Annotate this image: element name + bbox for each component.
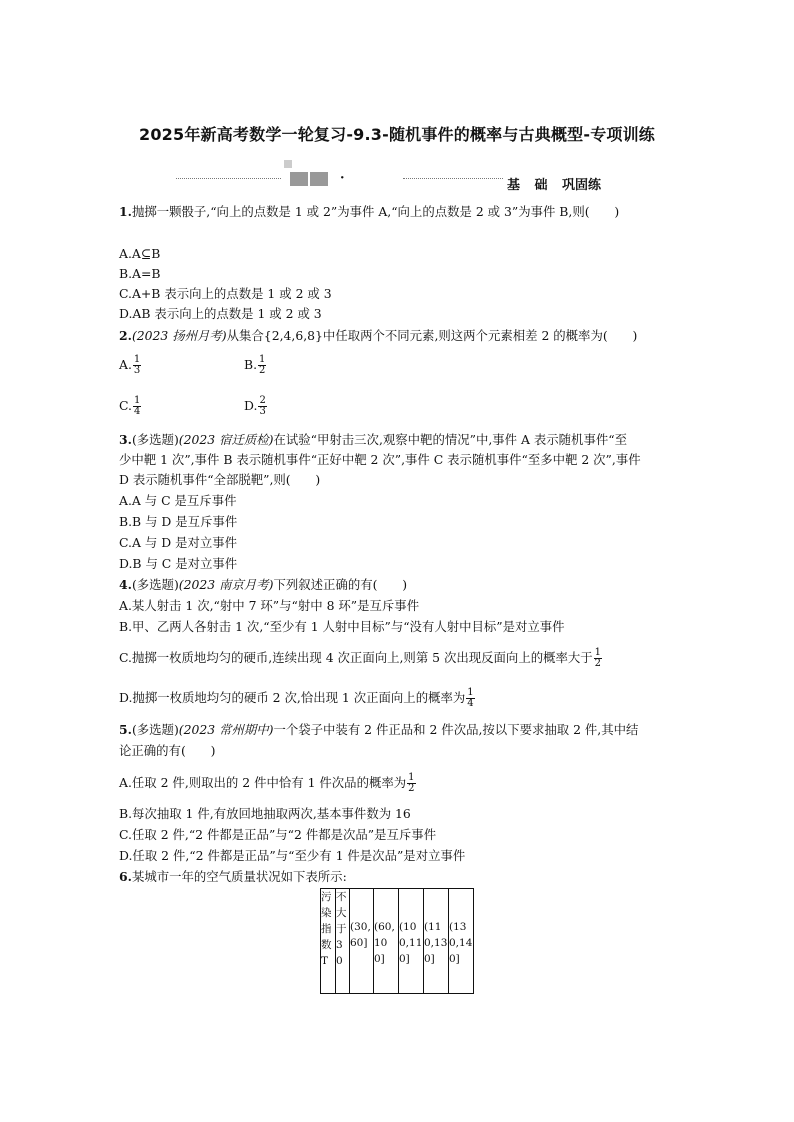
fraction-numerator: 1 [133, 395, 141, 406]
question-tag: (多选题) [131, 722, 179, 737]
banner-block-2 [310, 172, 328, 186]
fraction-numerator: 1 [133, 354, 141, 365]
option-text: C.抛掷一枚质地均匀的硬币,连续出现 4 次正面向上,则第 5 次出现反面向上的概率大于 [119, 650, 593, 665]
banner-block-1 [290, 172, 308, 186]
q1-option-b: B.A=B [119, 266, 161, 281]
question-stem: 下列叙述正确的有( ) [273, 577, 408, 592]
q2-option-c [119, 396, 142, 417]
question-source: (2023 南京月考) [178, 577, 274, 592]
option-text: D.抛掷一枚质地均匀的硬币 2 次,恰出现 1 次正面向上的概率为 [119, 690, 466, 705]
question-3 [119, 432, 627, 447]
q5-option-b: B.每次抽取 1 件,有放回地抽取两次,基本事件数为 16 [119, 806, 411, 821]
cell-text: (30,60] [350, 921, 371, 949]
fraction-denominator: 3 [259, 406, 266, 417]
q5-option-d: D.任取 2 件,“2 件都是正品”与“至少有 1 件是次品”是对立事件 [119, 848, 466, 863]
question-source: (2023 宿迁质检) [178, 432, 274, 447]
q3-option-c: C.A 与 D 是对立事件 [119, 535, 238, 550]
header-cell-pollution-index [321, 889, 336, 994]
cell-text: 不大于30 [336, 891, 347, 967]
option-label: C. [119, 398, 132, 413]
question-number: 4. [119, 577, 132, 592]
banner-dot: · [340, 171, 345, 186]
q2-option-b [244, 355, 267, 376]
question-5 [119, 722, 638, 737]
question-5-line-2: 论正确的有( ) [119, 743, 216, 758]
q1-option-c: C.A+B 表示向上的点数是 1 或 2 或 3 [119, 286, 332, 301]
header-cell-le30 [336, 889, 350, 994]
fraction-numerator: 2 [259, 395, 266, 406]
q2-option-a [119, 355, 142, 376]
header-cell-110-130 [424, 889, 449, 994]
question-number: 3. [119, 432, 132, 447]
q5-option-a [119, 773, 417, 794]
banner-dotted-rule-left [176, 178, 281, 179]
question-stem: 一个袋子中装有 2 件正品和 2 件次品,按以下要求抽取 2 件,其中结 [273, 722, 639, 737]
question-tag: (多选题) [131, 577, 179, 592]
q4-option-a: A.某人射击 1 次,“射中 7 环”与“射中 8 环”是互斥事件 [119, 598, 420, 613]
q4-option-d [119, 688, 476, 709]
q5-option-c: C.任取 2 件,“2 件都是正品”与“2 件都是次品”是互斥事件 [119, 827, 437, 842]
question-1 [119, 204, 619, 219]
fraction [133, 396, 141, 417]
fraction [466, 688, 474, 709]
header-cell-30-60 [350, 889, 374, 994]
option-label: B. [244, 357, 258, 372]
fraction [258, 396, 266, 417]
cell-text: (60,100] [374, 921, 395, 965]
option-label: A. [119, 357, 132, 372]
question-6 [119, 869, 347, 884]
table-row [321, 889, 474, 994]
page-title: 2025年新高考数学一轮复习-9.3-随机事件的概率与古典概型-专项训练 [139, 125, 655, 144]
question-3-line-3: D 表示随机事件“全部脱靶”,则( ) [119, 472, 321, 487]
question-number: 1. [119, 204, 132, 219]
fraction [594, 648, 602, 669]
fraction [258, 355, 266, 376]
fraction [407, 773, 415, 794]
question-number: 6. [119, 869, 132, 884]
question-tag: (多选题) [131, 432, 179, 447]
fraction-numerator: 1 [408, 772, 415, 783]
fraction-denominator: 2 [408, 783, 415, 794]
section-banner: 基 础 巩固练 [507, 178, 602, 193]
question-number: 5. [119, 722, 132, 737]
fraction-numerator: 1 [259, 354, 266, 365]
cell-text: (100,110] [399, 921, 423, 965]
cell-text: (130,140] [449, 921, 473, 965]
question-4 [119, 577, 407, 592]
question-source: (2023 扬州月考) [131, 328, 227, 343]
q4-option-b: B.甲、乙两人各射击 1 次,“至少有 1 人射中目标”与“没有人射中目标”是对立事件 [119, 619, 565, 634]
fraction-denominator: 2 [594, 658, 602, 669]
air-quality-table [320, 888, 474, 994]
option-text: A.任取 2 件,则取出的 2 件中恰有 1 件次品的概率为 [119, 775, 407, 790]
q1-option-d: D.AB 表示向上的点数是 1 或 2 或 3 [119, 306, 322, 321]
q4-option-c [119, 648, 603, 669]
fraction-denominator: 4 [133, 406, 141, 417]
question-stem: 从集合{2,4,6,8}中任取两个不同元素,则这两个元素相差 2 的概率为( ) [226, 328, 638, 343]
header-cell-130-140 [449, 889, 474, 994]
question-number: 2. [119, 328, 132, 343]
fraction-numerator: 1 [467, 687, 474, 698]
fraction-numerator: 1 [594, 647, 602, 658]
header-cell-60-100 [374, 889, 399, 994]
q2-option-d [244, 396, 268, 417]
question-2 [119, 328, 637, 343]
fraction [133, 355, 141, 376]
banner-decoration [284, 160, 292, 168]
q1-option-a: A.A⊆B [119, 246, 161, 261]
fraction-denominator: 3 [133, 365, 141, 376]
question-stem: 某城市一年的空气质量状况如下表所示: [131, 869, 347, 884]
question-stem: 抛掷一颗骰子,“向上的点数是 1 或 2”为事件 A,“向上的点数是 2 或 3”为事件 B,则( ) [131, 204, 620, 219]
question-3-line-2: 少中靶 1 次”,事件 B 表示随机事件“正好中靶 2 次”,事件 C 表示随机事件“至多中靶 2 次”,事件 [119, 452, 641, 467]
q3-option-b: B.B 与 D 是互斥事件 [119, 514, 238, 529]
question-source: (2023 常州期中) [178, 722, 274, 737]
banner-dotted-rule-right [403, 178, 503, 179]
header-cell-100-110 [399, 889, 424, 994]
cell-text: (110,130] [424, 921, 448, 965]
q3-option-d: D.B 与 C 是对立事件 [119, 556, 238, 571]
question-stem: 在试验“甲射击三次,观察中靶的情况”中,事件 A 表示随机事件“至 [273, 432, 627, 447]
fraction-denominator: 4 [467, 698, 474, 709]
fraction-denominator: 2 [259, 365, 266, 376]
option-label: D. [244, 398, 258, 413]
q3-option-a: A.A 与 C 是互斥事件 [119, 493, 237, 508]
cell-text: 污染指数T [321, 891, 332, 967]
